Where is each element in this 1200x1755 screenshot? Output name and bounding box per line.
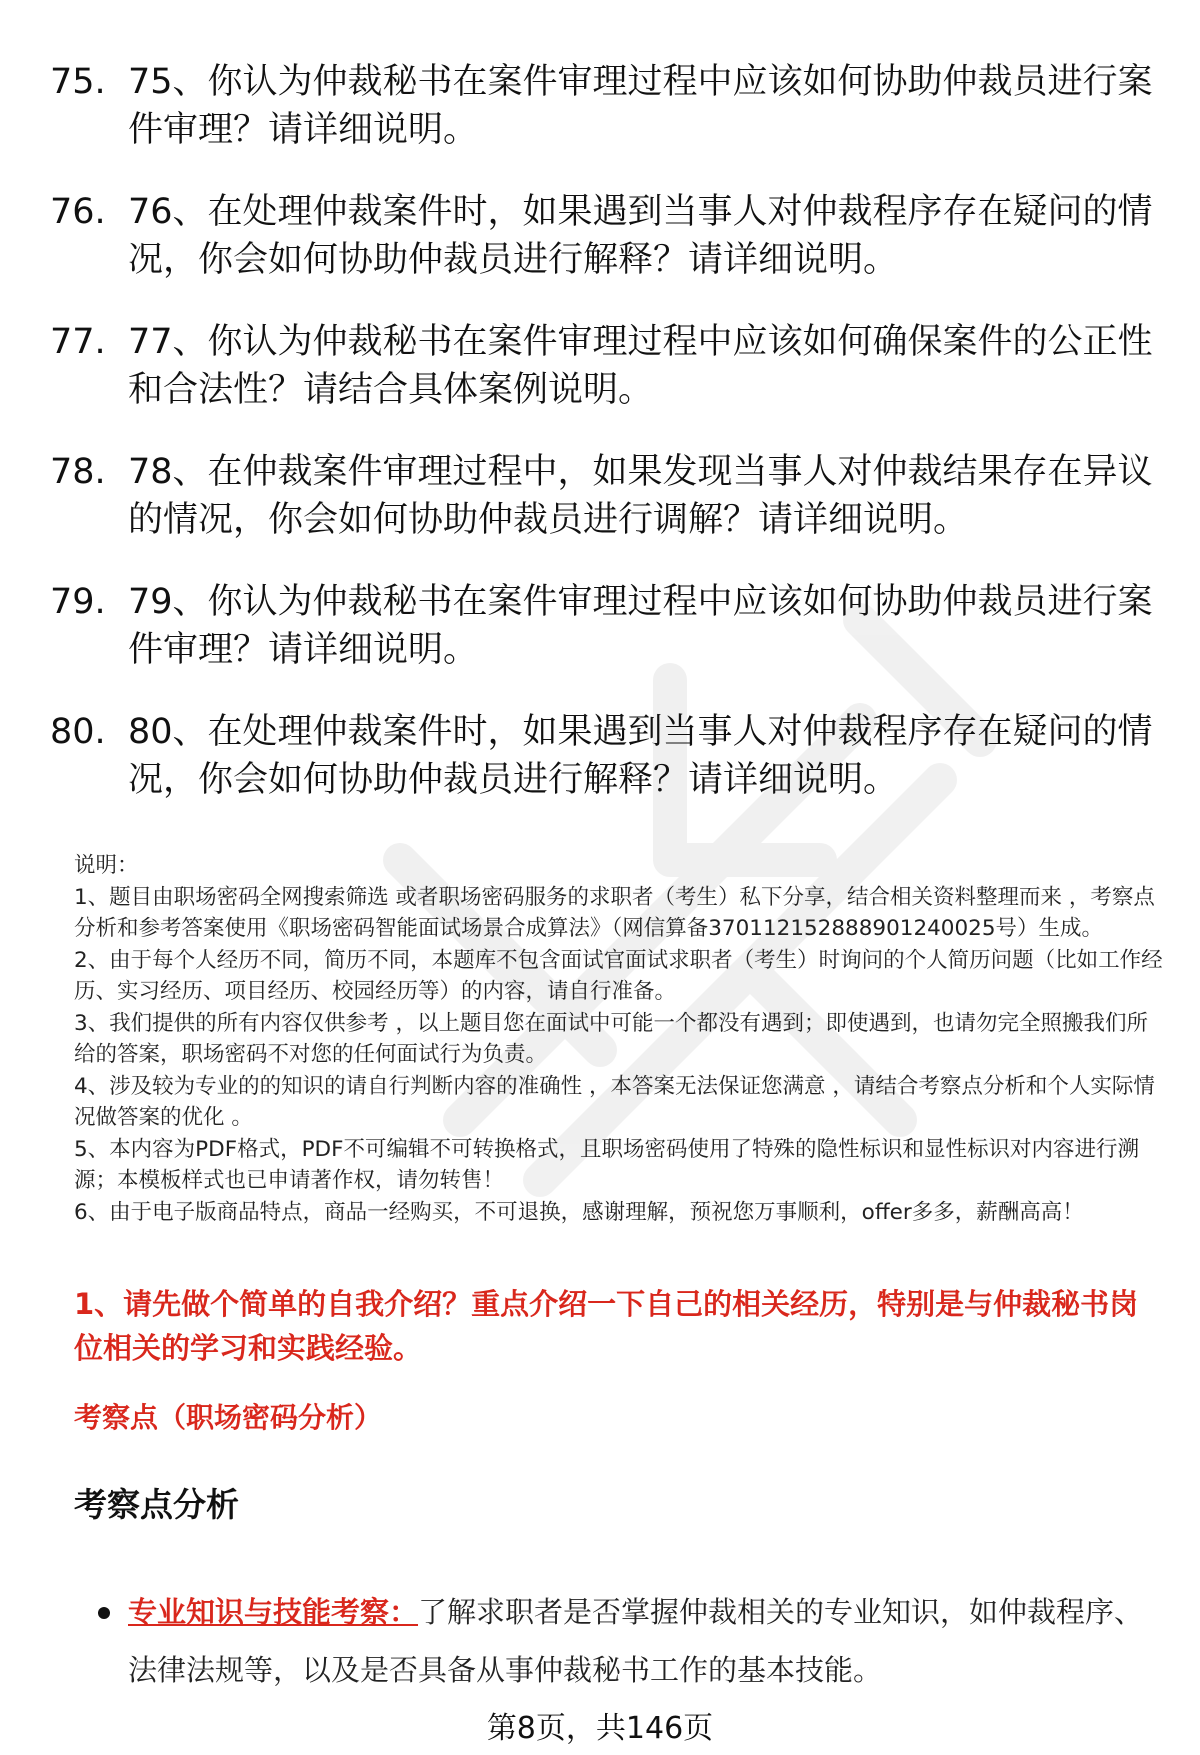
note-item: 4、涉及较为专业的的知识的请自行判断内容的准确性 ，本答案无法保证您满意 ，请结合考察点分析和个人实际情况做答案的优化 。 <box>74 1073 1155 1130</box>
question-number: 78. <box>50 452 106 492</box>
question-item <box>50 448 1160 544</box>
question-text: 78、在仲裁案件审理过程中，如果发现当事人对仲裁结果存在异议的情况，你会如何协助仲裁员进行调解？请详细说明。 <box>128 452 1153 540</box>
question-number: 79. <box>50 582 106 622</box>
note-item: 6、由于电子版商品特点，商品一经购买，不可退换，感谢理解，预祝您万事顺利，offer多多，薪酬高高！ <box>74 1199 1084 1225</box>
question-text: 75、你认为仲裁秘书在案件审理过程中应该如何协助仲裁员进行案件审理？请详细说明。 <box>128 62 1153 150</box>
highlight-question: 1、请先做个简单的自我介绍？重点介绍一下自己的相关经历，特别是与仲裁秘书岗位相关的学习和实践经验。 <box>74 1287 1139 1365</box>
notes-section <box>74 850 1164 1228</box>
note-item: 2、由于每个人经历不同，简历不同，本题库不包含面试官面试求职者（考生）时询问的个人简历问题（比如工作经历、实习经历、项目经历、校园经历等）的内容，请自行准备。 <box>74 947 1163 1004</box>
bullet-text: 了解求职者是否掌握仲裁相关的专业知识，如仲裁程序、法律法规等，以及是否具备从事仲裁秘书工作的基本技能。 <box>128 1595 1144 1687</box>
section-heading: 考察点分析 <box>74 1485 239 1524</box>
question-item <box>50 188 1160 284</box>
question-text: 80、在处理仲裁案件时，如果遇到当事人对仲裁程序存在疑问的情况，你会如何协助仲裁员进行解释？请详细说明。 <box>128 712 1153 800</box>
question-item <box>50 578 1160 674</box>
bullet-label: 专业知识与技能考察： <box>128 1595 419 1629</box>
bullet-dot-icon <box>98 1607 110 1619</box>
question-number: 77. <box>50 322 106 362</box>
note-item: 5、本内容为PDF格式，PDF不可编辑不可转换格式，且职场密码使用了特殊的隐性标识和显性标识对内容进行溯源；本模板样式也已申请著作权，请勿转售！ <box>74 1136 1139 1193</box>
question-text: 79、你认为仲裁秘书在案件审理过程中应该如何协助仲裁员进行案件审理？请详细说明。 <box>128 582 1153 670</box>
question-text: 76、在处理仲裁案件时，如果遇到当事人对仲裁程序存在疑问的情况，你会如何协助仲裁员进行解释？请详细说明。 <box>128 192 1153 280</box>
question-text: 77、你认为仲裁秘书在案件审理过程中应该如何确保案件的公正性和合法性？请结合具体案例说明。 <box>128 322 1153 410</box>
bullet-item <box>98 1583 1168 1699</box>
question-item <box>50 708 1160 804</box>
question-number: 80. <box>50 712 106 752</box>
highlight-subheading: 考察点（职场密码分析） <box>74 1401 383 1434</box>
page-number: 第8页，共146页 <box>486 1711 714 1746</box>
note-item: 3、我们提供的所有内容仅供参考 ，以上题目您在面试中可能一个都没有遇到；即使遇到，也请勿完全照搬我们所给的答案，职场密码不对您的任何面试行为负责。 <box>74 1010 1149 1067</box>
question-number: 75. <box>50 62 106 102</box>
question-item <box>50 58 1160 154</box>
note-item: 1、题目由职场密码全网搜索筛选 或者职场密码服务的求职者（考生）私下分享，结合相关资料整理而来 ，考察点分析和参考答案使用《职场密码智能面试场景合成算法》（网信算备370112152888901240025号）生成。 <box>74 884 1155 941</box>
notes-title: 说明： <box>74 853 139 878</box>
question-list <box>50 58 1160 838</box>
question-number: 76. <box>50 192 106 232</box>
question-item <box>50 318 1160 414</box>
